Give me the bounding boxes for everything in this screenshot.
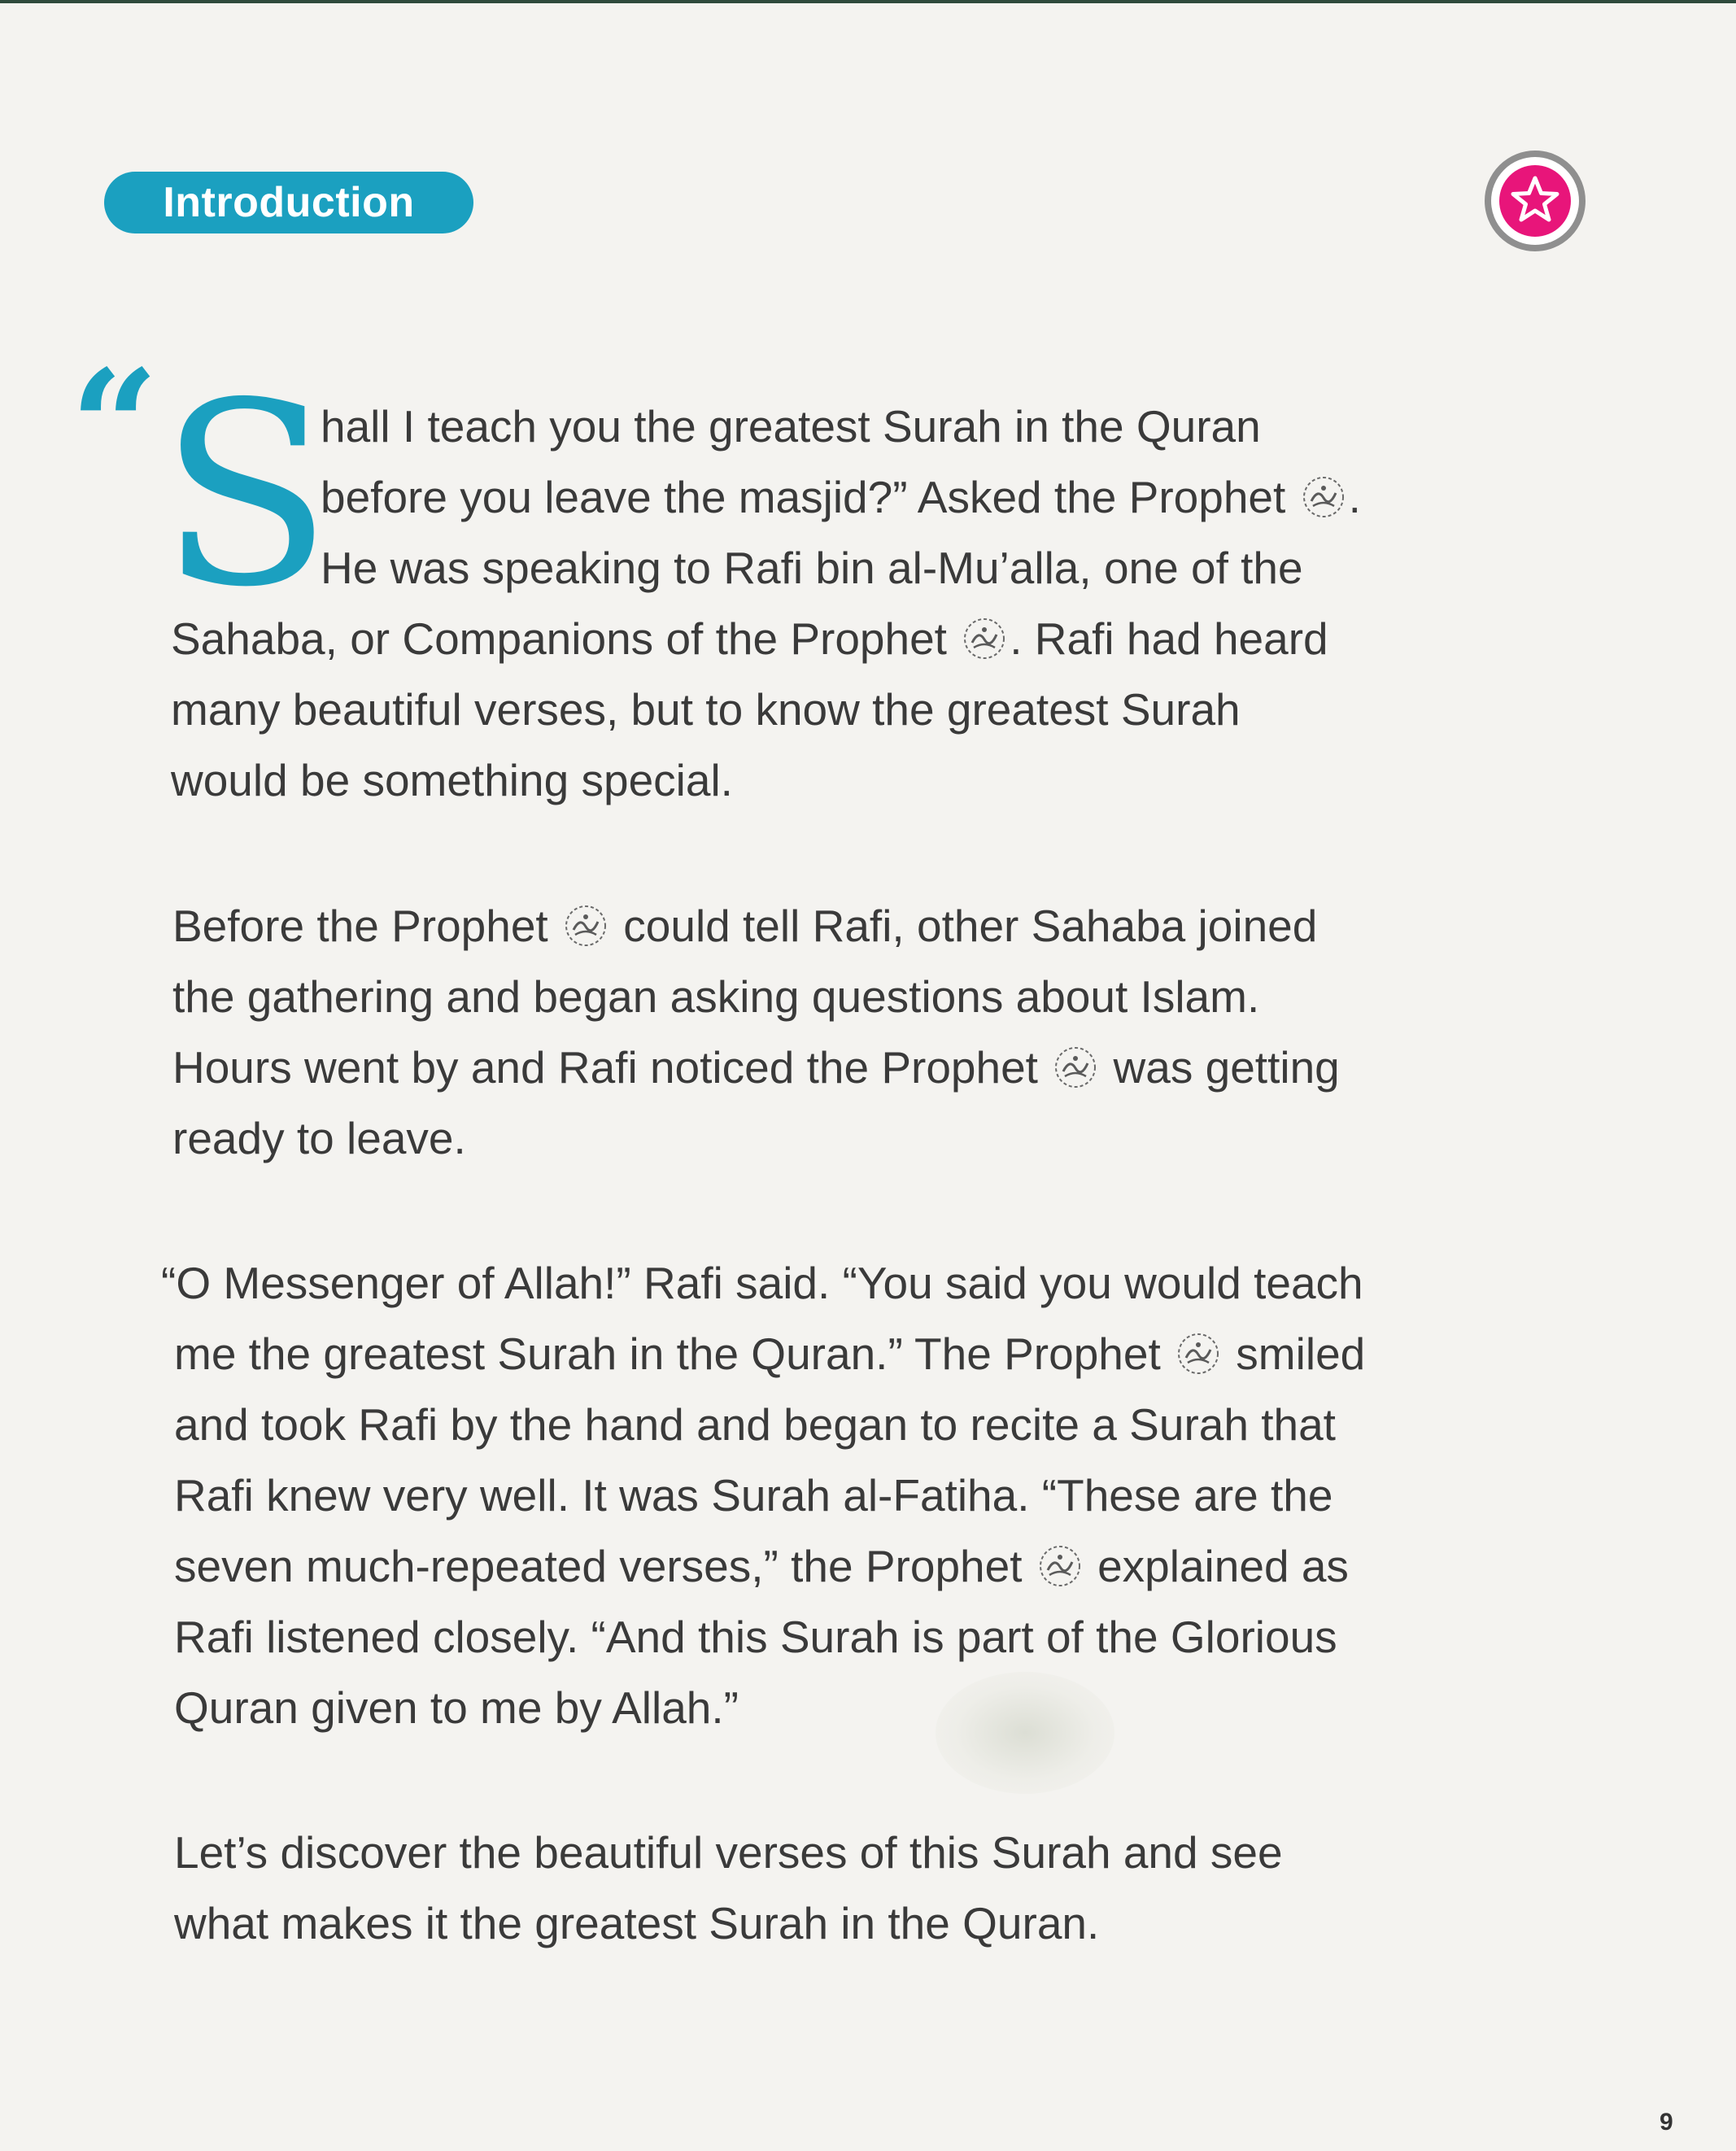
paragraph-3-line-7: Quran given to me by Allah.”: [174, 1682, 739, 1733]
page-number: 9: [1660, 2109, 1673, 2136]
pbuh-calligraphy-icon: [1175, 1330, 1222, 1377]
pbuh-calligraphy-icon: [1300, 473, 1347, 521]
opening-quote-mark: “: [70, 336, 159, 517]
paragraph-3-line-4: Rafi knew very well. It was Surah al-Fatiha. “These are the: [174, 1470, 1333, 1521]
paragraph-1-line-1: hall I teach you the greatest Surah in the Quran: [321, 401, 1261, 452]
paragraph-1-line-2: before you leave the masjid?” Asked the Prophet .: [321, 472, 1361, 522]
paragraph-3-line-2: me the greatest Surah in the Quran.” The Prophet smiled: [174, 1329, 1366, 1379]
paragraph-1-line-4: Sahaba, or Companions of the Prophet . Rafi had heard: [171, 613, 1328, 664]
paragraph-4-line-1: Let’s discover the beautiful verses of this Surah and see: [174, 1827, 1283, 1878]
star-icon: [1483, 149, 1587, 253]
section-label: Introduction: [104, 172, 473, 233]
pbuh-calligraphy-icon: [562, 902, 609, 949]
paragraph-3-line-6: Rafi listened closely. “And this Surah is part of the Glorious: [174, 1612, 1337, 1662]
page-top-edge: [0, 0, 1736, 3]
paragraph-3-line-5: seven much-repeated verses,” the Prophet explained as: [174, 1541, 1349, 1591]
pbuh-calligraphy-icon: [1052, 1044, 1099, 1091]
paragraph-4-line-2: what makes it the greatest Surah in the Quran.: [174, 1898, 1100, 1948]
paragraph-1-line-6: would be something special.: [171, 755, 733, 805]
paragraph-2-line-2: the gathering and began asking questions about Islam.: [172, 971, 1260, 1022]
paragraph-3-line-3: and took Rafi by the hand and began to recite a Surah that: [174, 1399, 1336, 1450]
paragraph-2-line-4: ready to leave.: [172, 1113, 466, 1163]
paper-smudge: [936, 1672, 1114, 1794]
dropcap-letter: S: [159, 349, 333, 643]
pbuh-calligraphy-icon: [1036, 1542, 1084, 1590]
pbuh-calligraphy-icon: [961, 615, 1008, 662]
paragraph-2-line-3: Hours went by and Rafi noticed the Prophet was getting: [172, 1042, 1340, 1093]
paragraph-3-line-1: “O Messenger of Allah!” Rafi said. “You said you would teach: [161, 1258, 1363, 1308]
paragraph-1-line-5: many beautiful verses, but to know the greatest Surah: [171, 684, 1241, 735]
paragraph-2-line-1: Before the Prophet could tell Rafi, other Sahaba joined: [172, 901, 1318, 951]
paragraph-1-line-3: He was speaking to Rafi bin al-Mu’alla, one of the: [321, 543, 1303, 593]
